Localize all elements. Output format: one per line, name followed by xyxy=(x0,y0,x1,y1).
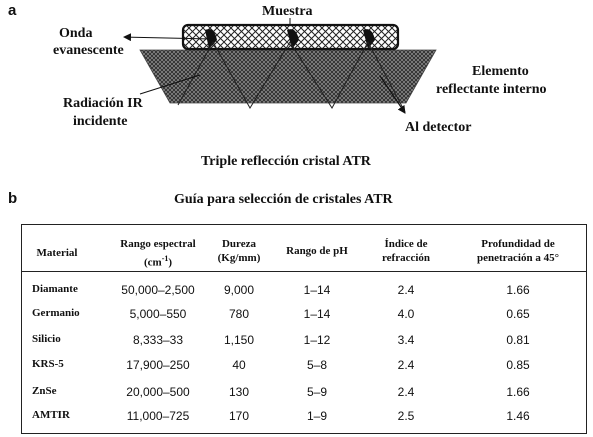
cell-range: 5,000–550 xyxy=(129,307,187,321)
cell-material: AMTIR xyxy=(32,409,70,421)
cell-material: Germanio xyxy=(32,307,80,319)
panel-b-letter: b xyxy=(8,190,18,207)
header-index-2: refracción xyxy=(381,252,431,264)
cell-hardness: 1,150 xyxy=(223,333,255,347)
cell-range: 8,333–33 xyxy=(132,333,184,347)
cell-index: 2.5 xyxy=(397,409,415,423)
cell-ph: 1–12 xyxy=(303,333,331,347)
cell-ph: 5–8 xyxy=(306,358,328,372)
cell-depth: 0.81 xyxy=(506,333,530,347)
panel-a-caption: Triple reflección cristal ATR xyxy=(201,154,371,169)
element-label-2: reflectante interno xyxy=(436,82,547,97)
header-depth-2: penetración a 45° xyxy=(476,252,559,264)
evanescent-label-1: Onda xyxy=(59,26,93,41)
ir-label-2: incidente xyxy=(73,114,128,129)
cell-hardness: 130 xyxy=(228,385,250,399)
cell-hardness: 40 xyxy=(232,358,246,372)
cell-material: Diamante xyxy=(32,283,78,295)
cell-hardness: 170 xyxy=(228,409,250,423)
table-title: Guía para selección de cristales ATR xyxy=(174,192,393,207)
header-ph: Rango de pH xyxy=(286,245,348,257)
cell-depth: 0.85 xyxy=(506,358,530,372)
atr-crystal-table xyxy=(21,224,587,434)
cell-material: Silicio xyxy=(32,333,61,345)
header-range-1: Rango espectral xyxy=(120,238,196,250)
cell-range: 11,000–725 xyxy=(126,409,190,423)
header-index-1: Índice de xyxy=(384,238,428,250)
cell-ph: 1–9 xyxy=(306,409,328,423)
header-hardness-2: (Kg/mm) xyxy=(217,252,261,264)
header-material: Material xyxy=(36,247,78,259)
header-range-2: $(cm^{-1})$ xyxy=(143,254,173,269)
cell-material: ZnSe xyxy=(32,385,57,397)
cell-range: 50,000–2,500 xyxy=(121,283,195,297)
cell-depth: 1.46 xyxy=(506,409,530,423)
crystal-element xyxy=(140,50,436,103)
cell-range: 17,900–250 xyxy=(126,358,190,372)
cell-depth: 1.66 xyxy=(506,283,530,297)
cell-depth: 1.66 xyxy=(506,385,530,399)
cell-ph: 5–9 xyxy=(306,385,328,399)
header-divider xyxy=(22,271,586,272)
panel-a-letter: a xyxy=(8,2,17,19)
cell-depth: 0.65 xyxy=(506,307,530,321)
detector-label: Al detector xyxy=(405,120,472,135)
cell-ph: 1–14 xyxy=(303,283,331,297)
cell-index: 3.4 xyxy=(397,333,415,347)
ir-label-1: Radiación IR xyxy=(63,96,143,111)
header-hardness-1: Dureza xyxy=(221,238,256,250)
cell-range: 20,000–500 xyxy=(126,385,190,399)
cell-ph: 1–14 xyxy=(303,307,331,321)
cell-material: KRS-5 xyxy=(32,358,64,370)
element-label-1: Elemento xyxy=(472,64,529,79)
cell-index: 2.4 xyxy=(397,385,415,399)
header-depth-1: Profundidad de xyxy=(481,238,555,250)
cell-hardness: 9,000 xyxy=(223,283,255,297)
cell-index: 2.4 xyxy=(397,283,415,297)
cell-index: 4.0 xyxy=(397,307,415,321)
evanescent-label-2: evanescente xyxy=(53,43,124,58)
sample-label: Muestra xyxy=(262,4,313,19)
cell-index: 2.4 xyxy=(397,358,415,372)
cell-hardness: 780 xyxy=(228,307,250,321)
